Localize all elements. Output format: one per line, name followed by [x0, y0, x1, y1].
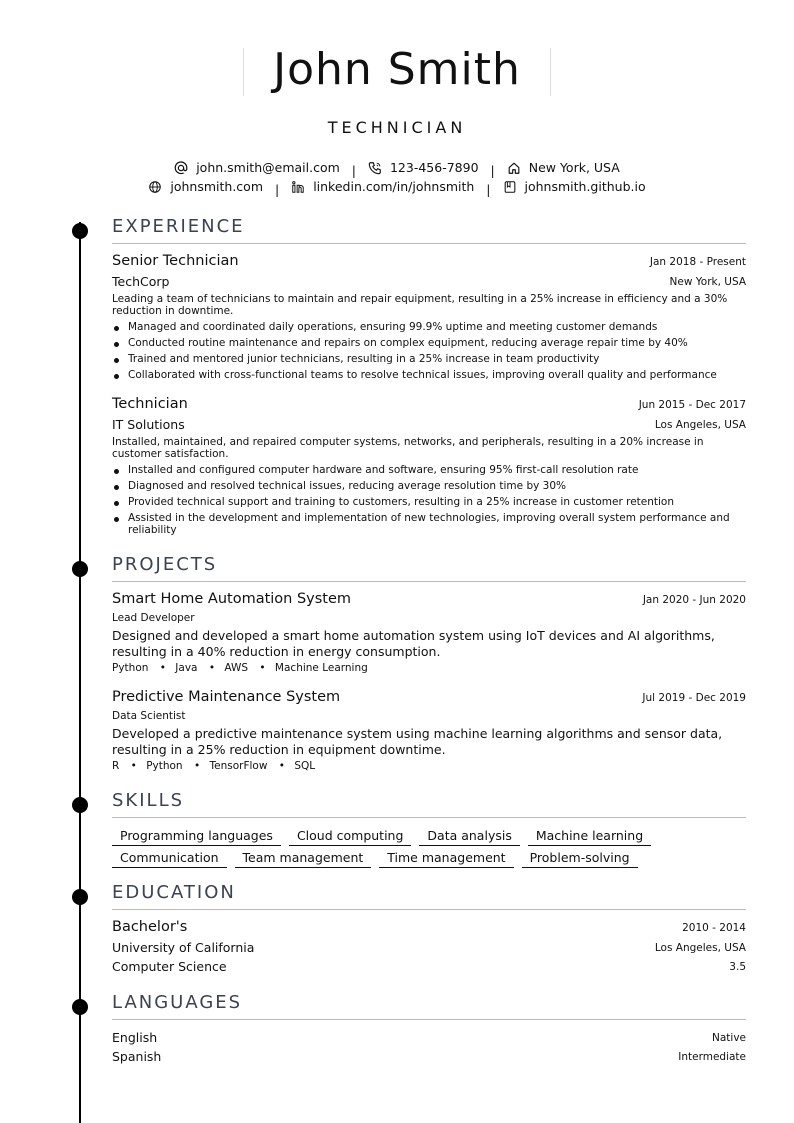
tag-separator: •	[130, 760, 137, 772]
language-level: Intermediate	[678, 1051, 746, 1063]
location-text: New York, USA	[528, 160, 620, 175]
language-level: Native	[712, 1032, 746, 1044]
contact-phone[interactable]	[368, 160, 479, 175]
list-item: Assisted in the development and implementation of new technologies, improving overall system performance and reliability	[112, 512, 746, 536]
list-item: Collaborated with cross-functional teams to resolve technical issues, improving overall quality and performance	[112, 369, 746, 381]
tag: Java	[175, 662, 198, 674]
project-name: Predictive Maintenance System	[112, 689, 341, 705]
tag-separator: •	[208, 662, 216, 674]
skill-tag: Problem-solving	[522, 850, 638, 868]
job-role: Technician	[112, 396, 188, 412]
contact-location	[507, 160, 620, 175]
job-company: TechCorp	[112, 274, 170, 289]
website-text: johnsmith.com	[170, 179, 263, 194]
tag-separator: •	[193, 760, 201, 772]
phone-text: 123-456-7890	[389, 160, 479, 175]
phone-icon	[368, 161, 382, 175]
job-dates: Jan 2018 - Present	[649, 256, 746, 268]
skill-tag: Programming languages	[112, 828, 281, 846]
section-title-languages: LANGUAGES	[112, 992, 746, 1020]
project-role: Data Scientist	[112, 710, 186, 722]
contact-row-1	[0, 160, 794, 178]
skill-row	[112, 828, 752, 846]
tag: AWS	[224, 662, 249, 674]
skill-tag: Team management	[235, 850, 372, 868]
linkedin-text: linkedin.com/in/johnsmith	[313, 179, 475, 194]
job-summary: Leading a team of technicians to maintain and repair equipment, resulting in a 25% increase in efficiency and a 30% reduction in downtime.	[112, 293, 728, 317]
project-role: Lead Developer	[112, 612, 195, 624]
job-bullets	[112, 321, 746, 385]
section-title-skills: SKILLS	[112, 790, 746, 818]
tag: Python	[112, 662, 149, 674]
list-item: Provided technical support and training to customers, resulting in a 25% increase in customer retention	[112, 496, 746, 508]
timeline-dot-languages	[72, 999, 88, 1015]
list-item: Diagnosed and resolved technical issues, reducing average resolution time by 30%	[112, 480, 746, 492]
skill-tag: Data analysis	[419, 828, 519, 846]
language-name: Spanish	[112, 1049, 162, 1064]
contact-linkedin[interactable]	[291, 179, 474, 194]
separator: |	[486, 181, 491, 197]
job-title: TECHNICIAN	[327, 118, 467, 137]
job-dates: Jun 2015 - Dec 2017	[638, 399, 746, 411]
tag-separator: •	[159, 662, 166, 674]
linkedin-icon	[291, 180, 305, 194]
job-location: New York, USA	[669, 276, 746, 288]
full-name: John Smith	[273, 44, 521, 95]
tag: SQL	[294, 760, 316, 772]
project-dates: Jul 2019 - Dec 2019	[642, 692, 746, 704]
skills-list	[112, 828, 752, 872]
timeline-line	[79, 222, 81, 1123]
timeline-dot-education	[72, 889, 88, 905]
separator: |	[351, 162, 356, 178]
contact-website[interactable]	[148, 179, 263, 194]
job-location: Los Angeles, USA	[654, 419, 746, 431]
skill-row	[112, 850, 752, 868]
timeline-dot-skills	[72, 797, 88, 813]
job-summary: Installed, maintained, and repaired computer systems, networks, and peripherals, resulting in a 20% increase in customer satisfaction.	[112, 436, 704, 460]
github-text: johnsmith.github.io	[524, 179, 646, 194]
project-tags	[112, 662, 370, 674]
education-gpa: 3.5	[729, 961, 746, 973]
skill-tag: Communication	[112, 850, 227, 868]
education-field: Computer Science	[112, 959, 227, 974]
project-tags	[112, 760, 317, 772]
timeline-dot-projects	[72, 561, 88, 577]
skill-tag: Cloud computing	[289, 828, 411, 846]
tag-separator: •	[278, 760, 285, 772]
contact-row-2	[0, 179, 794, 197]
job-role: Senior Technician	[112, 253, 239, 269]
list-item: Trained and mentored junior technicians, resulting in a 25% increase in team productivity	[112, 353, 746, 365]
separator: |	[490, 162, 495, 178]
section-title-education: EDUCATION	[112, 882, 746, 910]
project-name: Smart Home Automation System	[112, 591, 352, 607]
tag: Python	[146, 760, 183, 772]
project-description: Developed a predictive maintenance system using machine learning algorithms and sensor data, resulting in a 25% reduction in equipment downtime.	[112, 726, 723, 757]
project-description: Designed and developed a smart home automation system using IoT devices and AI algorithms, resulting in a 40% reduction in energy consumption.	[112, 628, 715, 659]
timeline-dot-experience	[72, 223, 88, 239]
contact-email[interactable]	[174, 160, 340, 175]
language-name: English	[112, 1030, 158, 1045]
home-icon	[507, 161, 521, 175]
tag: TensorFlow	[209, 760, 268, 772]
job-bullets	[112, 464, 746, 540]
globe-icon	[148, 180, 162, 194]
list-item: Conducted routine maintenance and repairs on complex equipment, reducing average repair time by 40%	[112, 337, 746, 349]
job-company: IT Solutions	[112, 417, 185, 432]
name-block	[243, 40, 551, 100]
resume-header	[0, 40, 794, 137]
skill-tag: Time management	[379, 850, 513, 868]
education-degree: Bachelor's	[112, 919, 188, 935]
list-item: Managed and coordinated daily operations, ensuring 99.9% uptime and meeting customer demands	[112, 321, 746, 333]
github-icon	[503, 180, 517, 194]
education-school: University of California	[112, 940, 255, 955]
email-text: john.smith@email.com	[196, 160, 340, 175]
skill-tag: Machine learning	[528, 828, 651, 846]
contact-github[interactable]	[503, 179, 646, 194]
section-title-experience: EXPERIENCE	[112, 216, 746, 244]
tag: Machine Learning	[274, 662, 368, 674]
project-dates: Jan 2020 - Jun 2020	[642, 594, 746, 606]
education-location: Los Angeles, USA	[654, 942, 746, 954]
separator: |	[274, 181, 280, 197]
tag-separator: •	[259, 662, 266, 674]
education-dates: 2010 - 2014	[682, 922, 746, 934]
section-title-projects: PROJECTS	[112, 554, 746, 582]
tag: R	[112, 760, 120, 772]
at-icon	[174, 161, 188, 175]
list-item: Installed and configured computer hardware and software, ensuring 95% first-call resolution rate	[112, 464, 746, 476]
